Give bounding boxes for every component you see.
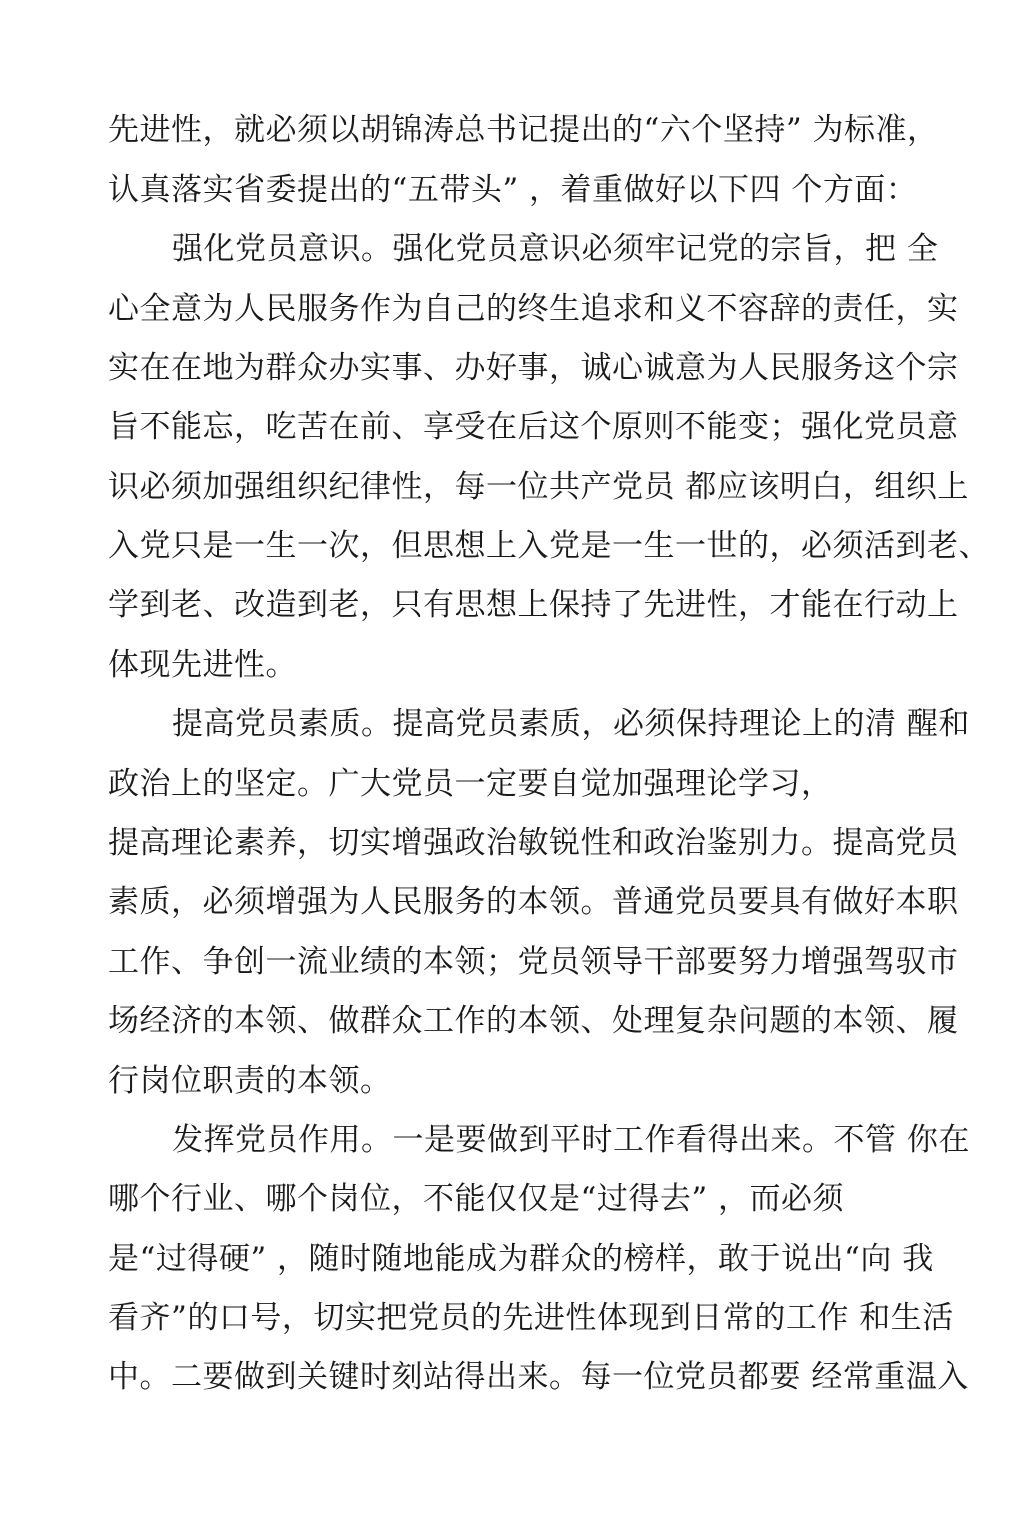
text-line: 是“过得硬” ，随时随地能成为群众的榜样，敢于说出“向 我 bbox=[108, 1241, 934, 1277]
text-line: 提高理论素养，切实增强政治敏锐性和政治鉴别力。提高党员 bbox=[108, 825, 959, 861]
text-line: 旨不能忘，吃苦在前、享受在后这个原则不能变；强化党员意 bbox=[108, 409, 959, 445]
text-line: 场经济的本领、做群众工作的本领、处理复杂问题的本领、履 bbox=[108, 1003, 959, 1039]
text-line: 中。二要做到关键时刻站得出来。每一位党员都要 经常重温入 bbox=[108, 1359, 969, 1395]
text-line: 学到老、改造到老，只有思想上保持了先进性，才能在行动上 bbox=[108, 587, 959, 623]
text-line: 心全意为人民服务作为自己的终生追求和义不容辞的责任，实 bbox=[108, 291, 959, 327]
text-line: 素质，必须增强为人民服务的本领。普通党员要具有做好本职 bbox=[108, 884, 959, 920]
text-line: 体现先进性。 bbox=[108, 647, 297, 683]
text-line: 哪个行业、哪个岗位，不能仅仅是“过得去” ，而必须 bbox=[108, 1181, 845, 1217]
text-line: 政治上的坚定。广大党员一定要自觉加强理论学习， bbox=[108, 766, 833, 802]
text-line: 入党只是一生一次，但思想上入党是一生一世的，必须活到老、 bbox=[108, 528, 990, 564]
text-line: 看齐”的口号，切实把党员的先进性体现到日常的工作 和生活 bbox=[108, 1300, 954, 1336]
text-line: 认真落实省委提出的“五带头” ，着重做好以下四 个方面： bbox=[108, 172, 918, 208]
text-line: 实在在地为群众办实事、办好事，诚心诚意为人民服务这个宗 bbox=[108, 350, 959, 386]
text-line: 行岗位职责的本领。 bbox=[108, 1063, 392, 1099]
text-line: 工作、争创一流业绩的本领；党员领导干部要努力增强驾驭市 bbox=[108, 944, 959, 980]
text-line: 识必须加强组织纪律性，每一位共产党员 都应该明白，组织上 bbox=[108, 469, 969, 505]
paragraph-first-line: 强化党员意识。强化党员意识必须牢记党的宗旨，把 全 bbox=[172, 231, 939, 267]
paragraph-first-line: 发挥党员作用。一是要做到平时工作看得出来。不管 你在 bbox=[172, 1122, 970, 1158]
paragraph-first-line: 提高党员素质。提高党员素质，必须保持理论上的清 醒和 bbox=[172, 706, 970, 742]
text-line: 先进性，就必须以胡锦涛总书记提出的“六个坚持” 为标准， bbox=[108, 112, 939, 148]
